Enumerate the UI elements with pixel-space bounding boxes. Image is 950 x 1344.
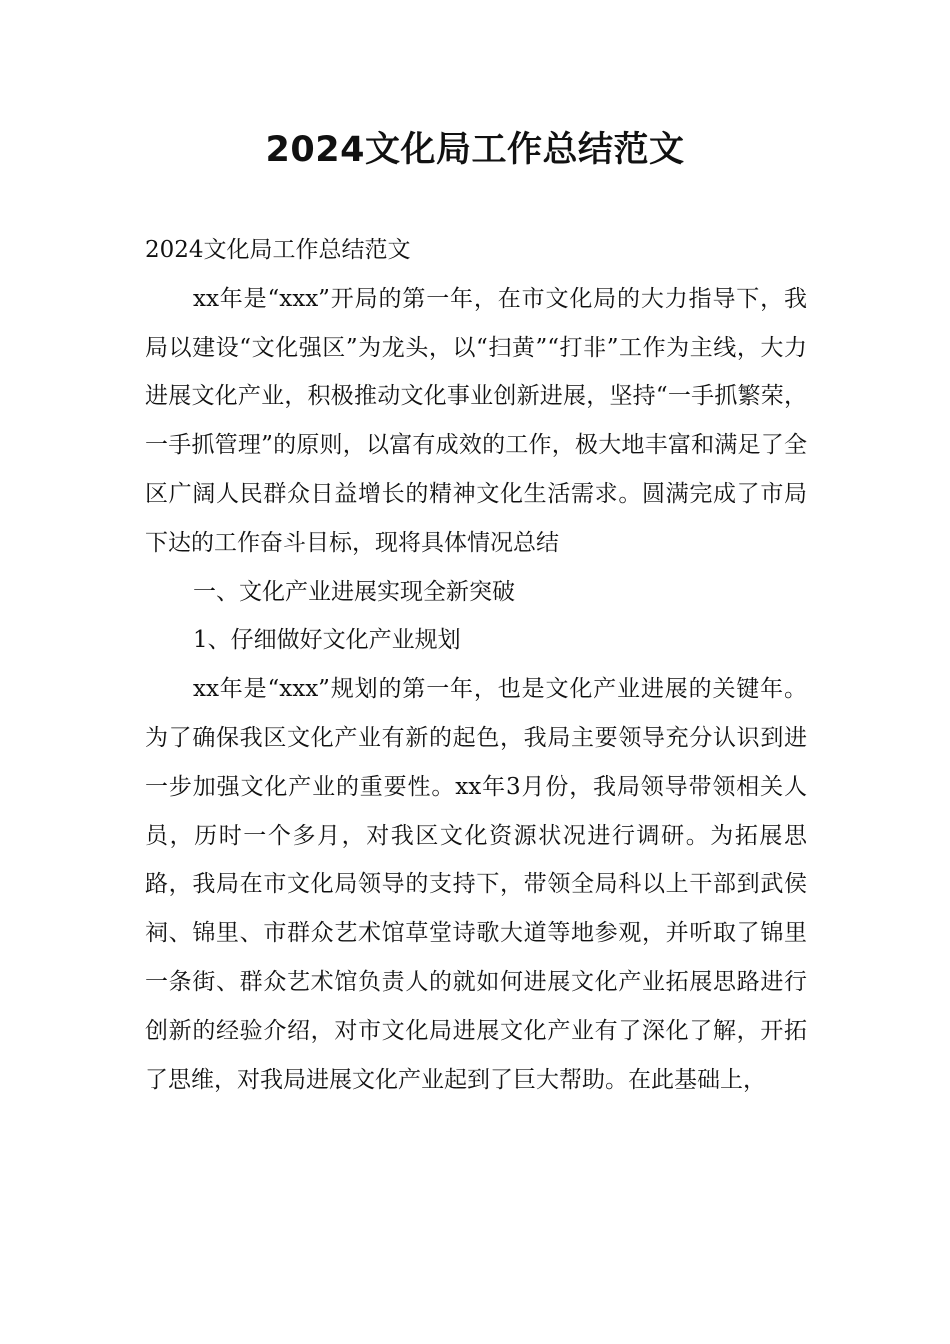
body-paragraph: xx年是“xxx”规划的第一年，也是文化产业进展的关键年。为了确保我区文化产业有新的起色，我局主要领导充分认识到进一步加强文化产业的重要性。xx年3月份，我局领导带领相关人员，历时一个多月，对我区文化资源状况进行调研。为拓展思路，我局在市文化局领导的支持下，带领全局科以上干部到武侯祠、锦里、市群众艺术馆草堂诗歌大道等地参观，并听取了锦里一条街、群众艺术馆负责人的就如何进展文化产业拓展思路进行创新的经验介绍，对市文化局进展文化产业有了深化了解，开拓了思维，对我局进展文化产业起到了巨大帮助。在此基础上， <box>145 676 807 1093</box>
document-body <box>145 226 807 1104</box>
subsection-heading: 1、仔细做好文化产业规划 <box>193 627 461 654</box>
intro-paragraph: xx年是“xxx”开局的第一年，在市文化局的大力指导下，我局以建设“文化强区”为龙头，以“扫黄”“打非”工作为主线，大力进展文化产业，积极推动文化事业创新进展，坚持“一手抓繁荣，一手抓管理”的原则，以富有成效的工作，极大地丰富和满足了全区广阔人民群众日益增长的精神文化生活需求。圆满完成了市局下达的工作奋斗目标，现将具体情况总结 <box>145 285 807 556</box>
page-title: 2024文化局工作总结范文 <box>265 130 685 170</box>
section-heading: 一、文化产业进展实现全新突破 <box>193 578 515 605</box>
document-subtitle: 2024文化局工作总结范文 <box>145 237 411 263</box>
